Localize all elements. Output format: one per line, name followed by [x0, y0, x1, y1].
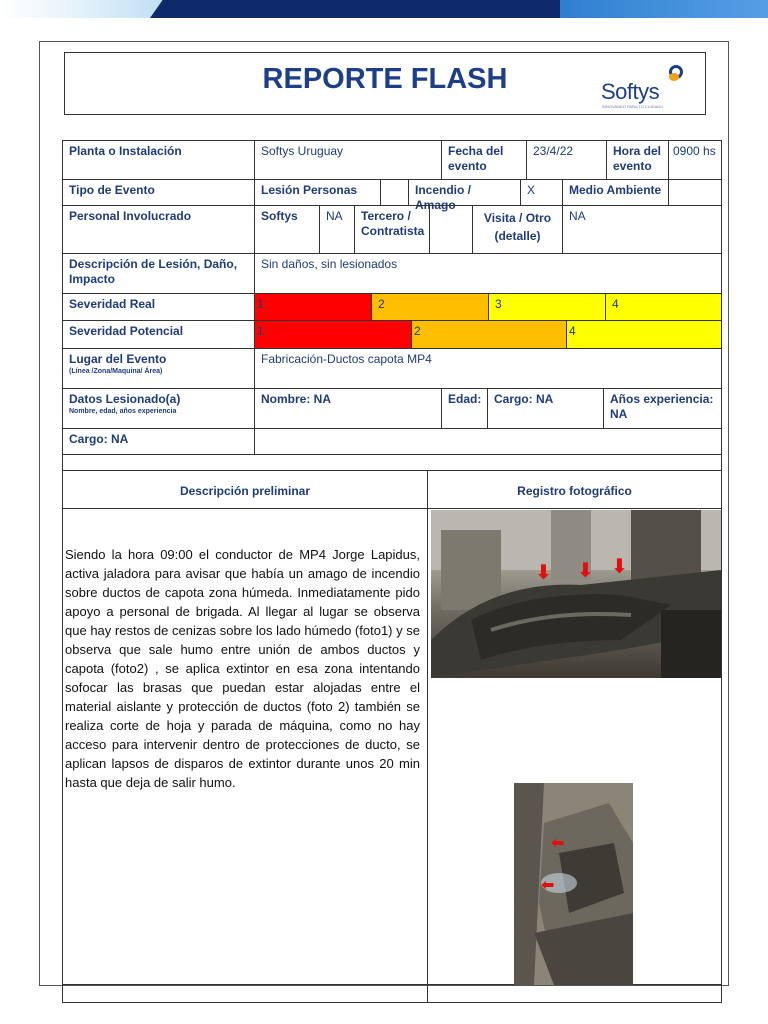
severidad-potencial-1: 1 — [255, 321, 410, 348]
red-arrow-icon: ⬅ — [551, 835, 565, 852]
label-tipo: Tipo de Evento — [62, 179, 255, 206]
red-arrow-icon: ⬅ — [541, 877, 555, 894]
datos-cargo: Cargo: NA — [487, 388, 604, 429]
footer-right — [427, 984, 722, 1003]
personal-tercero-value — [429, 205, 473, 254]
tipo-medio: Medio Ambiente — [562, 179, 669, 206]
tipo-lesion-mark — [380, 179, 409, 206]
header-descripcion: Descripción preliminar — [62, 470, 428, 509]
spacer-row — [62, 454, 722, 471]
foto-2 — [514, 783, 633, 985]
label-planta: Planta o Instalación — [62, 140, 255, 180]
value-lugar: Fabricación-Ductos capota MP4 — [254, 348, 722, 389]
value-hora: 0900 hs — [668, 140, 722, 180]
label-lugar-sub: (Línea /Zona/Maquina/ Área) — [69, 368, 163, 375]
value-planta: Softys Uruguay — [254, 140, 442, 180]
personal-tercero: Tercero / Contratista — [354, 205, 430, 254]
severidad-real-1: 1 — [255, 294, 371, 320]
header-registro: Registro fotográfico — [427, 470, 722, 509]
label-descripcion-lesion: Descripción de Lesión, Daño, Impacto — [62, 253, 255, 294]
personal-softys: Softys — [254, 205, 320, 254]
footer-left — [62, 984, 428, 1003]
personal-visita: Visita / Otro (detalle) — [472, 205, 563, 254]
personal-softys-value: NA — [319, 205, 355, 254]
value-descripcion-lesion: Sin daños, sin lesionados — [254, 253, 722, 294]
tipo-medio-mark — [668, 179, 722, 206]
descripcion-text: Siendo la hora 09:00 el conductor de MP4 Jorge Lapidus, activa jaladora para avisar que había un amago de incendio sobre ductos de capota zona húmeda. Inmediatamente pido apoyo a personal de brigada. Al llegar al lugar se observa que hay restos de cenizas sobre los lado húmedo (foto1) y se observa que sale humo entre unión de ambos ductos y capota (foto2) , se aplica extintor en esa zona intentando sofocar las brasas que puedan estar alojadas entre el material aislante y protección de ductos (foto 2) también se realiza corte de hoja y parada de máquina, como no hay acceso para intervenir dentro de protecciones de ducto, se aplican lapsos de disparos de extintor durante unos 20 min hasta que deja de salir humo. — [65, 547, 420, 790]
label-lugar: Lugar del Evento (Línea /Zona/Maquina/ Área) — [62, 348, 255, 389]
datos-edad: Edad: — [441, 388, 488, 429]
severidad-potencial-4: 4 — [566, 321, 721, 348]
datos-anos: Años experiencia: NA — [603, 388, 722, 429]
severidad-real-2: 2 — [371, 294, 488, 320]
severidad-potencial-2: 2 — [411, 321, 566, 348]
severidad-potencial-scale — [254, 320, 722, 349]
logo-mark-icon — [669, 65, 683, 79]
foto-1 — [431, 510, 721, 678]
severidad-real-3: 3 — [488, 294, 605, 320]
label-fecha: Fecha del evento — [441, 140, 527, 180]
red-arrow-icon: ⬇ — [535, 562, 552, 584]
datos-nombre: Nombre: NA — [254, 388, 442, 429]
title-box — [64, 52, 706, 115]
report-title: REPORTE FLASH — [262, 63, 508, 95]
label-severidad-potencial: Severidad Potencial — [62, 320, 255, 349]
severidad-real-scale — [254, 293, 722, 321]
softys-logo: Softys INNOVANDO PARA TU CUIDADO — [589, 63, 689, 109]
red-arrow-icon: ⬇ — [611, 556, 628, 578]
top-banner — [0, 0, 768, 18]
label-severidad-real: Severidad Real — [62, 293, 255, 321]
tipo-lesion: Lesión Personas — [254, 179, 381, 206]
label-datos-sub: Nombre, edad, años experiencia — [69, 408, 177, 415]
personal-visita-value: NA — [562, 205, 722, 254]
severidad-real-4: 4 — [605, 294, 721, 320]
label-hora: Hora del evento — [606, 140, 669, 180]
label-cargo: Cargo: NA — [62, 428, 255, 455]
label-datos-lesionado: Datos Lesionado(a) Nombre, edad, años experiencia — [62, 388, 255, 429]
value-cargo — [254, 428, 722, 455]
label-personal: Personal Involucrado — [62, 205, 255, 254]
red-arrow-icon: ⬇ — [577, 560, 594, 582]
tipo-incendio-mark: X — [520, 179, 563, 206]
tipo-incendio: Incendio / Amago — [408, 179, 521, 206]
value-fecha: 23/4/22 — [526, 140, 607, 180]
